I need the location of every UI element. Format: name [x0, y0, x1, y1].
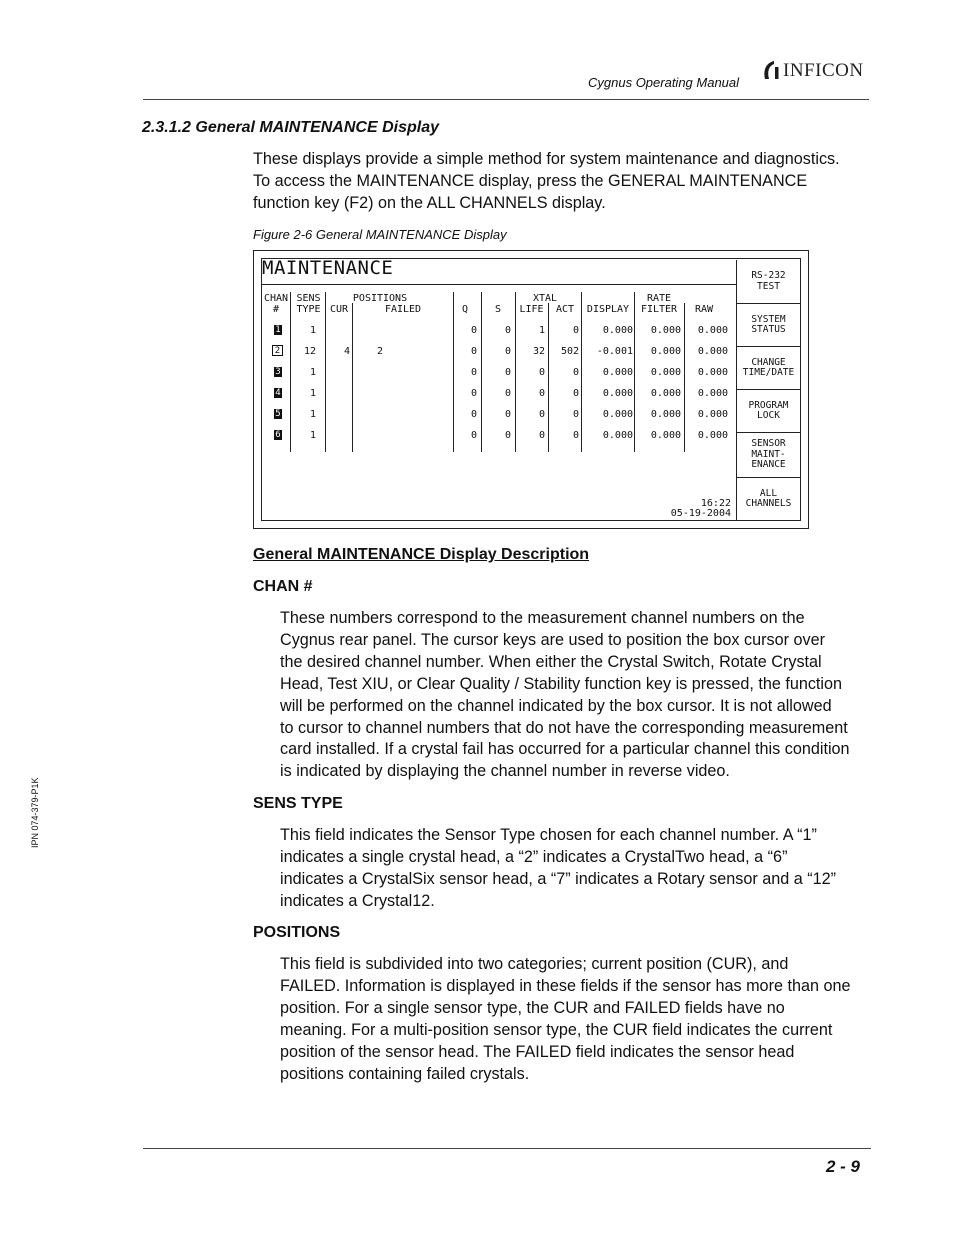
- col-header-xtal: XTAL: [532, 293, 558, 304]
- raw-cell: 0.000: [697, 409, 728, 420]
- col-header-chan: CHAN: [263, 293, 289, 304]
- sens-line: This field indicates the Sensor Type chosen for each channel number. A “1”: [280, 826, 817, 844]
- rs232-test-key[interactable]: RS-232 TEST: [736, 260, 800, 303]
- s-cell: 0: [504, 367, 511, 378]
- q-cell: 0: [470, 388, 477, 399]
- sens-type-paragraph: [280, 825, 836, 913]
- intro-line: function key (F2) on the ALL CHANNELS display.: [253, 193, 606, 212]
- col-header-life: LIFE: [519, 304, 544, 315]
- chan-line: to cursor to channel numbers that do not have the corresponding measurement: [280, 718, 848, 737]
- act-cell: 0: [572, 388, 579, 399]
- col-header-filter: FILTER: [640, 304, 678, 315]
- column-divider: [325, 292, 326, 452]
- life-cell: 0: [538, 430, 545, 441]
- s-cell: 0: [504, 409, 511, 420]
- sens-line: indicates a single crystal head, a “2” indicates a CrystalTwo head, a “6”: [280, 847, 788, 866]
- chan-number-reverse[interactable]: 5: [275, 409, 281, 419]
- chan-line: These numbers correspond to the measurement channel numbers on the: [280, 609, 805, 627]
- act-cell: 502: [560, 346, 579, 357]
- act-cell: 0: [572, 409, 579, 420]
- screen-time: 16:22: [700, 498, 731, 509]
- system-status-key[interactable]: SYSTEM STATUS: [736, 303, 800, 346]
- raw-cell: 0.000: [697, 430, 728, 441]
- positions-line: FAILED. Information is displayed in these fields if the sensor has more than one: [280, 976, 851, 995]
- display-cell: 0.000: [602, 409, 633, 420]
- life-cell: 0: [538, 409, 545, 420]
- s-cell: 0: [504, 346, 511, 357]
- chan-number-reverse[interactable]: 3: [275, 367, 281, 377]
- filter-cell: 0.000: [650, 409, 681, 420]
- change-time-date-key[interactable]: CHANGE TIME/DATE: [736, 346, 800, 389]
- act-cell: 0: [572, 325, 579, 336]
- screen-date: 05-19-2004: [670, 508, 731, 519]
- positions-heading: POSITIONS: [253, 924, 341, 941]
- col-header-q: Q: [461, 304, 469, 315]
- positions-paragraph: [280, 954, 850, 1085]
- s-cell: 0: [504, 430, 511, 441]
- chan-number-box-cursor[interactable]: 2: [272, 345, 283, 356]
- sens-type-cell: 1: [309, 388, 316, 399]
- q-cell: 0: [470, 325, 477, 336]
- col-header-cur: CUR: [329, 304, 349, 315]
- chan-number-reverse[interactable]: 6: [275, 430, 281, 440]
- chan-heading: CHAN #: [253, 578, 313, 595]
- column-divider: [290, 292, 291, 452]
- sens-type-cell: 1: [309, 367, 316, 378]
- all-channels-key[interactable]: ALL CHANNELS: [736, 477, 800, 520]
- display-cell: 0.000: [602, 388, 633, 399]
- column-divider: [352, 303, 353, 452]
- col-header-display: DISPLAY: [586, 304, 630, 315]
- footer-rule: [143, 1148, 871, 1149]
- chan-paragraph: [280, 608, 850, 783]
- act-cell: 0: [572, 430, 579, 441]
- sens-line: indicates a Crystal12.: [280, 891, 435, 910]
- positions-line: meaning. For a multi-position sensor type, the CUR field indicates the current: [280, 1020, 833, 1039]
- sens-type-cell: 12: [303, 346, 316, 357]
- act-cell: 0: [572, 367, 579, 378]
- positions-line: positions containing failed crystals.: [280, 1064, 530, 1083]
- chan-line: card installed. If a crystal fail has occurred for a particular channel this condition: [280, 740, 850, 759]
- s-cell: 0: [504, 325, 511, 336]
- failed-cell: 2: [376, 346, 383, 357]
- column-divider: [481, 292, 482, 452]
- chan-number-reverse[interactable]: 4: [275, 388, 281, 398]
- col-header-act: ACT: [555, 304, 575, 315]
- program-lock-key[interactable]: PROGRAM LOCK: [736, 389, 800, 432]
- life-cell: 1: [538, 325, 545, 336]
- life-cell: 0: [538, 388, 545, 399]
- intro-line: To access the MAINTENANCE display, press the GENERAL MAINTENANCE: [253, 171, 808, 190]
- filter-cell: 0.000: [650, 346, 681, 357]
- life-cell: 32: [532, 346, 545, 357]
- sens-line: indicates a CrystalSix sensor head, a “7” indicates a Rotary sensor and a “12”: [280, 869, 837, 888]
- col-header-sens: SENS: [296, 293, 321, 304]
- positions-line: position of the sensor head. The FAILED field indicates the sensor head: [280, 1042, 795, 1061]
- col-header-s: S: [494, 304, 502, 315]
- filter-cell: 0.000: [650, 430, 681, 441]
- life-cell: 0: [538, 367, 545, 378]
- col-header-hash: #: [272, 304, 280, 315]
- description-title: General MAINTENANCE Display Description: [253, 546, 590, 563]
- chan-line: Cygnus rear panel. The cursor keys are used to position the box cursor over: [280, 630, 825, 649]
- column-divider: [453, 292, 454, 452]
- cur-cell: 4: [343, 346, 350, 357]
- q-cell: 0: [470, 346, 477, 357]
- raw-cell: 0.000: [697, 388, 728, 399]
- function-key-panel: [736, 260, 800, 520]
- col-header-rate: RATE: [646, 293, 672, 304]
- chan-line: will be performed on the channel indicated by the box cursor. It is not allowed: [280, 696, 832, 715]
- sens-type-heading: SENS TYPE: [253, 795, 343, 812]
- sens-type-cell: 1: [309, 325, 316, 336]
- manual-title: Cygnus Operating Manual: [588, 75, 740, 90]
- screen-title: MAINTENANCE: [262, 257, 394, 279]
- q-cell: 0: [470, 430, 477, 441]
- display-cell: 0.000: [602, 430, 633, 441]
- display-cell: 0.000: [602, 367, 633, 378]
- filter-cell: 0.000: [650, 325, 681, 336]
- logo-text: INFICON: [783, 60, 864, 81]
- chan-line: is indicated by displaying the channel number in reverse video.: [280, 762, 730, 781]
- q-cell: 0: [470, 409, 477, 420]
- section-heading: 2.3.1.2 General MAINTENANCE Display: [142, 119, 439, 136]
- chan-line: the desired channel number. When either the Crystal Switch, Rotate Crystal: [280, 652, 822, 671]
- col-header-raw: RAW: [694, 304, 714, 315]
- s-cell: 0: [504, 388, 511, 399]
- side-document-code: IPN 074-379-P1K: [30, 777, 40, 848]
- sensor-maintenance-key[interactable]: SENSOR MAINT- ENANCE: [736, 432, 800, 477]
- intro-line: These displays provide a simple method for system maintenance and diagnostics.: [253, 150, 840, 168]
- raw-cell: 0.000: [697, 325, 728, 336]
- positions-line: position. For a single sensor type, the CUR and FAILED fields have no: [280, 998, 785, 1017]
- display-cell: 0.000: [602, 325, 633, 336]
- col-header-type: TYPE: [296, 304, 321, 315]
- sens-type-cell: 1: [309, 409, 316, 420]
- raw-cell: 0.000: [697, 346, 728, 357]
- q-cell: 0: [470, 367, 477, 378]
- page-number: 2 - 9: [826, 1157, 861, 1176]
- raw-cell: 0.000: [697, 367, 728, 378]
- filter-cell: 0.000: [650, 388, 681, 399]
- figure-caption: Figure 2-6 General MAINTENANCE Display: [253, 227, 507, 242]
- sens-type-cell: 1: [309, 430, 316, 441]
- col-header-failed: FAILED: [384, 304, 422, 315]
- chan-number-reverse[interactable]: 1: [275, 325, 281, 335]
- filter-cell: 0.000: [650, 367, 681, 378]
- display-cell: -0.001: [596, 346, 633, 357]
- chan-line: Head, Test XIU, or Clear Quality / Stability function key is pressed, the function: [280, 674, 843, 693]
- positions-line: This field is subdivided into two categories; current position (CUR), and: [280, 955, 789, 973]
- col-header-positions: POSITIONS: [352, 293, 408, 304]
